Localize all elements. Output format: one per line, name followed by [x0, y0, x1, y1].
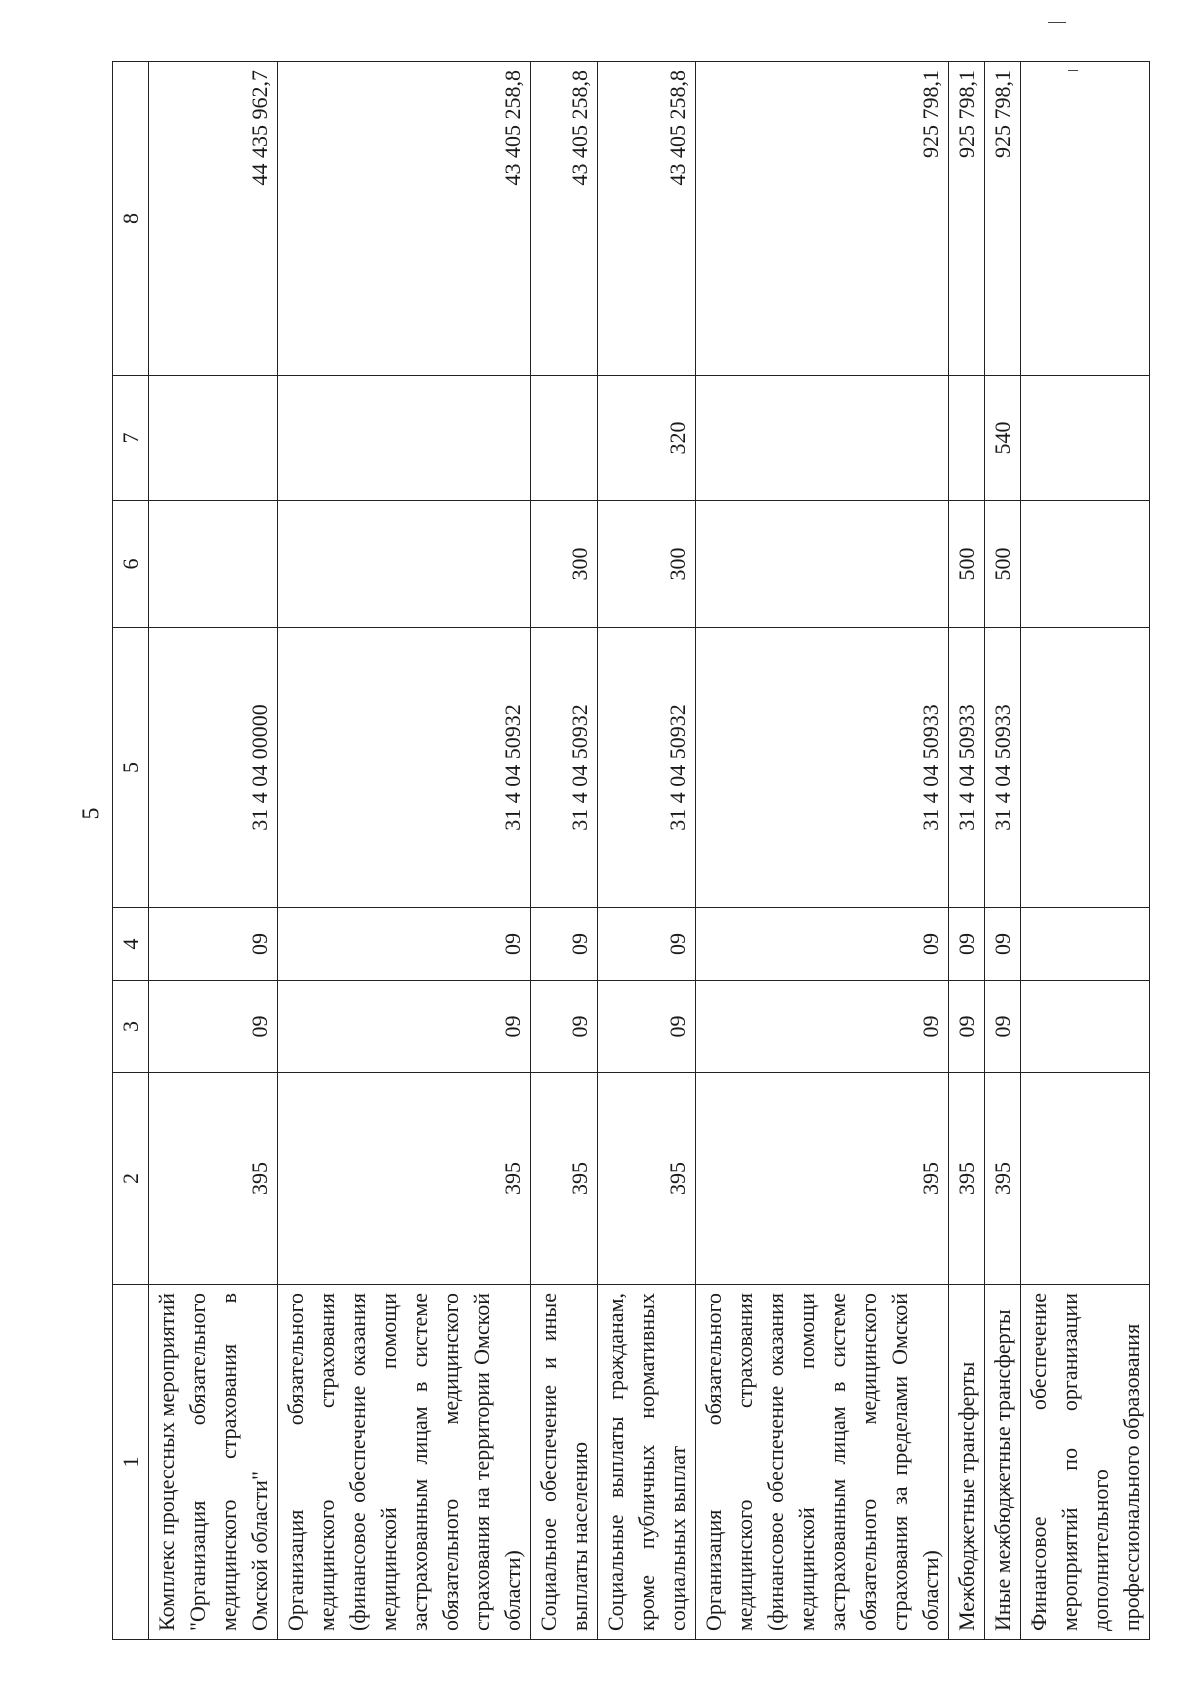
column-header: 2 [113, 1073, 149, 1285]
cell-admin-code: 395 [598, 1073, 696, 1285]
cell-target-code: 31 4 04 50933 [985, 628, 1021, 908]
cell-expense-subgroup [149, 376, 278, 501]
cell-expense-subgroup [531, 376, 598, 501]
cell-section: 09 [149, 981, 278, 1073]
cell-admin-code [1021, 1073, 1150, 1285]
cell-target-code: 31 4 04 50932 [278, 628, 531, 908]
cell-expense-group: 300 [598, 501, 696, 628]
cell-subsection [1021, 908, 1150, 981]
cell-target-code: 31 4 04 50932 [598, 628, 696, 908]
cell-expense-group [149, 501, 278, 628]
cell-amount: 43 405 258,8 [598, 62, 696, 376]
cell-section: 09 [949, 981, 985, 1073]
cell-subsection: 09 [949, 908, 985, 981]
cell-expense-group [278, 501, 531, 628]
row-name: Организация обязательного медицинского страхования (финансовое обеспечение оказания медицинской помощи застрахованным лицам в системе обязательного медицинского страхования за пределами Омской области) [696, 1285, 949, 1640]
cell-subsection: 09 [598, 908, 696, 981]
cell-expense-group: 300 [531, 501, 598, 628]
cell-expense-group: 500 [985, 501, 1021, 628]
cell-admin-code: 395 [278, 1073, 531, 1285]
table-row [985, 62, 1021, 1640]
cell-expense-subgroup [949, 376, 985, 501]
cell-admin-code: 395 [985, 1073, 1021, 1285]
cell-target-code: 31 4 04 50932 [531, 628, 598, 908]
cell-expense-subgroup: 540 [985, 376, 1021, 501]
table-row [149, 62, 278, 1640]
table-row [531, 62, 598, 1640]
cell-amount: 925 798,1 [985, 62, 1021, 376]
row-name: Социальное обеспечение и иные выплаты населению [531, 1285, 598, 1640]
cell-amount: 43 405 258,8 [531, 62, 598, 376]
budget-table [112, 61, 1150, 1640]
cell-expense-subgroup [696, 376, 949, 501]
cell-expense-group [696, 501, 949, 628]
cell-subsection: 09 [985, 908, 1021, 981]
cell-target-code [1021, 628, 1150, 908]
column-header: 8 [113, 62, 149, 376]
cell-target-code: 31 4 04 00000 [149, 628, 278, 908]
cell-subsection: 09 [149, 908, 278, 981]
column-header: 5 [113, 628, 149, 908]
cell-expense-subgroup [1021, 376, 1150, 501]
cell-expense-subgroup [278, 376, 531, 501]
cell-admin-code: 395 [531, 1073, 598, 1285]
cell-amount: 44 435 962,7 [149, 62, 278, 376]
row-name: Социальные выплаты гражданам, кроме публичных нормативных социальных выплат [598, 1285, 696, 1640]
cell-target-code: 31 4 04 50933 [696, 628, 949, 908]
cell-amount: 925 798,1 [696, 62, 949, 376]
row-name: Межбюджетные трансферты [949, 1285, 985, 1640]
cell-subsection: 09 [696, 908, 949, 981]
cell-admin-code: 395 [696, 1073, 949, 1285]
cell-amount: 43 405 258,8 [278, 62, 531, 376]
row-name: Организация обязательного медицинского страхования (финансовое обеспечение оказания медицинской помощи застрахованным лицам в системе обязательного медицинского страхования на территории Омской области) [278, 1285, 531, 1640]
table-row [949, 62, 985, 1640]
row-name: Комплекс процессных мероприятий "Организация обязательного медицинского страхования в Омской области" [149, 1285, 278, 1640]
cell-section: 09 [278, 981, 531, 1073]
table-row [1021, 62, 1150, 1640]
cell-section: 09 [696, 981, 949, 1073]
cell-section: 09 [598, 981, 696, 1073]
rotated-table-container [112, 62, 1144, 1640]
column-header: 1 [113, 1285, 149, 1640]
cell-section [1021, 981, 1150, 1073]
page-number: 5 [78, 807, 105, 820]
cell-amount [1021, 62, 1150, 376]
cell-subsection: 09 [278, 908, 531, 981]
cell-admin-code: 395 [949, 1073, 985, 1285]
row-name: Иные межбюджетные трансферты [985, 1285, 1021, 1640]
column-header: 3 [113, 981, 149, 1073]
cell-admin-code: 395 [149, 1073, 278, 1285]
cell-target-code: 31 4 04 50933 [949, 628, 985, 908]
table-row [278, 62, 531, 1640]
cell-subsection: 09 [531, 908, 598, 981]
table-row [598, 62, 696, 1640]
row-name: Финансовое обеспечение мероприятий по организации дополнительного профессионального образования [1021, 1285, 1150, 1640]
column-header: 4 [113, 908, 149, 981]
cell-expense-group: 500 [949, 501, 985, 628]
scan-mark [1048, 22, 1066, 23]
cell-expense-group [1021, 501, 1150, 628]
cell-amount: 925 798,1 [949, 62, 985, 376]
table-row [696, 62, 949, 1640]
cell-section: 09 [531, 981, 598, 1073]
column-header: 7 [113, 376, 149, 501]
column-header: 6 [113, 501, 149, 628]
cell-expense-subgroup: 320 [598, 376, 696, 501]
header-row [113, 62, 149, 1640]
cell-section: 09 [985, 981, 1021, 1073]
